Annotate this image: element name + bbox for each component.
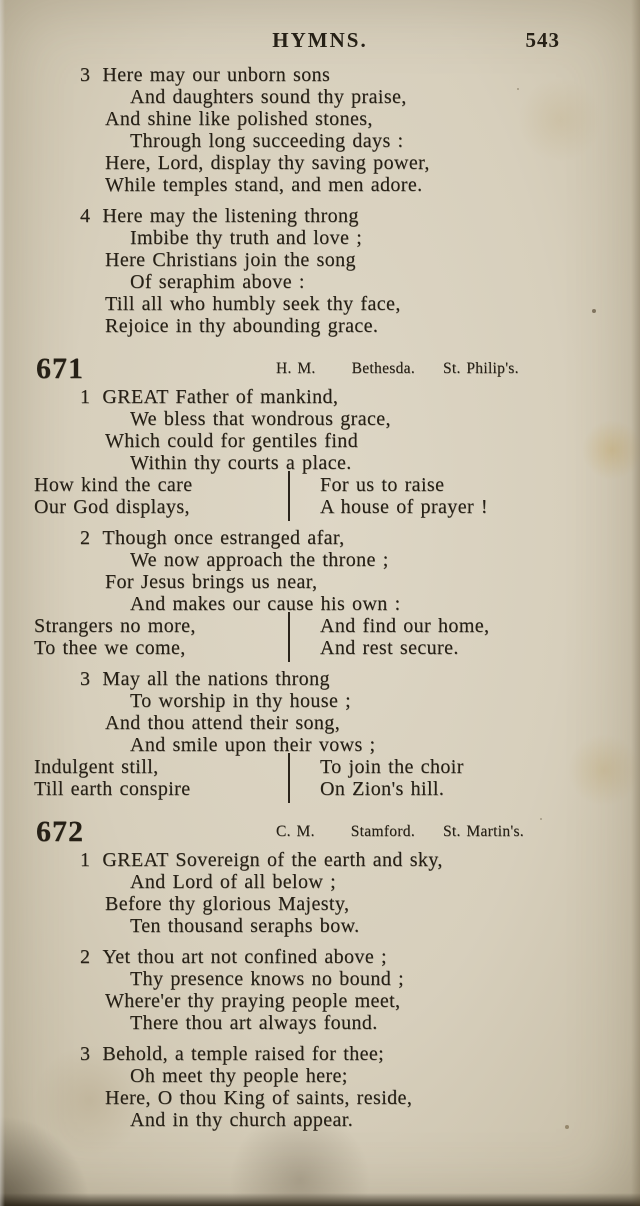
verse-line: Which could for gentiles find [105,430,359,452]
verse-line: Rejoice in thy abounding grace. [105,315,379,337]
hymn-section [34,809,604,1131]
split-line: Our God displays, [34,496,190,518]
hymn-number: 672 [36,815,84,848]
split-line: And rest secure. [320,637,459,659]
verse-line: Imbibe thy truth and love ; [130,227,363,249]
split-line: To thee we come, [34,637,186,659]
verse-line: And smile upon their vows ; [130,734,376,756]
split-line: Indulgent still, [34,756,159,778]
verse-line [34,205,604,227]
page-header-title: HYMNS. [272,28,368,52]
verse-line [34,849,604,871]
verse-line [34,668,604,690]
page-body [0,52,640,1131]
verse-line-text: Behold, a temple raised for thee; [102,1043,385,1065]
hymn-section [34,346,604,800]
verse-line: For Jesus brings us near, [105,571,318,593]
verse-line: Oh meet thy people here; [130,1065,348,1087]
page-header [0,0,640,52]
verse-line-text: Though once estranged afar, [102,527,345,549]
hymn-tune-line [276,358,519,380]
split-left-column [34,474,288,518]
verse-line: Here, Lord, display thy saving power, [105,152,430,174]
tune-name: Stamford. [350,823,416,840]
verse-line: Here, O thou King of saints, reside, [105,1087,413,1109]
split-couplet [34,756,604,800]
column-divider-rule [288,612,290,662]
verse-number: 2 [80,946,91,968]
hymn-meter: H. M. [276,360,316,377]
verse-line-text: May all the nations throng [102,668,330,690]
hymn-number: 671 [36,352,84,385]
hymn-verse [34,64,604,196]
hymn-verse [34,205,604,337]
verse-line-text: Yet thou art not confined above ; [102,946,387,968]
verse-line-text: GREAT Father of mankind, [102,386,339,408]
tune-name: St. Philip's. [443,360,519,377]
split-right-column [320,756,464,800]
split-line: To join the choir [320,756,464,778]
hymn-tune-line [276,821,524,843]
verse-number: 3 [80,668,91,690]
hymn-heading [34,809,604,848]
verse-line: And shine like polished stones, [105,108,373,130]
hymn-verse [34,946,604,1034]
verse-line [34,64,604,86]
split-line: Till earth conspire [34,778,191,800]
split-line: A house of prayer ! [320,496,488,518]
split-left-column [34,615,288,659]
verse-number: 3 [80,64,91,86]
split-line: How kind the care [34,474,193,496]
verse-line: Through long succeeding days : [130,130,404,152]
tune-name: Bethesda. [351,360,415,377]
verse-number: 1 [80,849,91,871]
verse-line: Here Christians join the song [105,249,356,271]
verse-number: 3 [80,1043,91,1065]
verse-line: And daughters sound thy praise, [130,86,407,108]
hymn-verse [34,386,604,518]
verse-number: 2 [80,527,91,549]
verse-line: Thy presence knows no bound ; [130,968,405,990]
verse-line: Where'er thy praying people meet, [105,990,401,1012]
split-couplet [34,474,604,518]
verse-number: 4 [80,205,91,227]
verse-line: There thou art always found. [130,1012,378,1034]
hymn-verse [34,527,604,659]
verse-line: Before thy glorious Majesty, [105,893,350,915]
verse-line [34,946,604,968]
verse-line-text: Here may our unborn sons [102,64,331,86]
hymn-verse [34,668,604,800]
verse-number: 1 [80,386,91,408]
hymn-meter: C. M. [276,823,315,840]
split-line: For us to raise [320,474,445,496]
verse-line: And makes our cause his own : [130,593,401,615]
column-divider-rule [288,753,290,803]
tune-name: St. Martin's. [443,823,524,840]
page-number: 543 [525,28,560,52]
verse-line: We now approach the throne ; [130,549,389,571]
verse-line: And Lord of all below ; [130,871,337,893]
split-line: On Zion's hill. [320,778,445,800]
hymn-heading [34,346,604,385]
split-left-column [34,756,288,800]
hymn-verse [34,849,604,937]
verse-line: Within thy courts a place. [130,452,352,474]
verse-line: And in thy church appear. [130,1109,354,1131]
verse-line [34,527,604,549]
verse-line: Till all who humbly seek thy face, [105,293,401,315]
split-line: Strangers no more, [34,615,196,637]
verse-line: To worship in thy house ; [130,690,352,712]
hymn-verse [34,1043,604,1131]
split-right-column [320,474,488,518]
verse-line-text: Here may the listening throng [102,205,359,227]
split-line: And find our home, [320,615,490,637]
verse-line [34,1043,604,1065]
verse-line-text: GREAT Sovereign of the earth and sky, [102,849,443,871]
split-couplet [34,615,604,659]
verse-line: While temples stand, and men adore. [105,174,423,196]
verse-line: Of seraphim above : [130,271,305,293]
verse-line: Ten thousand seraphs bow. [130,915,360,937]
split-right-column [320,615,489,659]
verse-line: We bless that wondrous grace, [130,408,391,430]
verse-line: And thou attend their song, [105,712,341,734]
column-divider-rule [288,471,290,521]
verse-line [34,386,604,408]
